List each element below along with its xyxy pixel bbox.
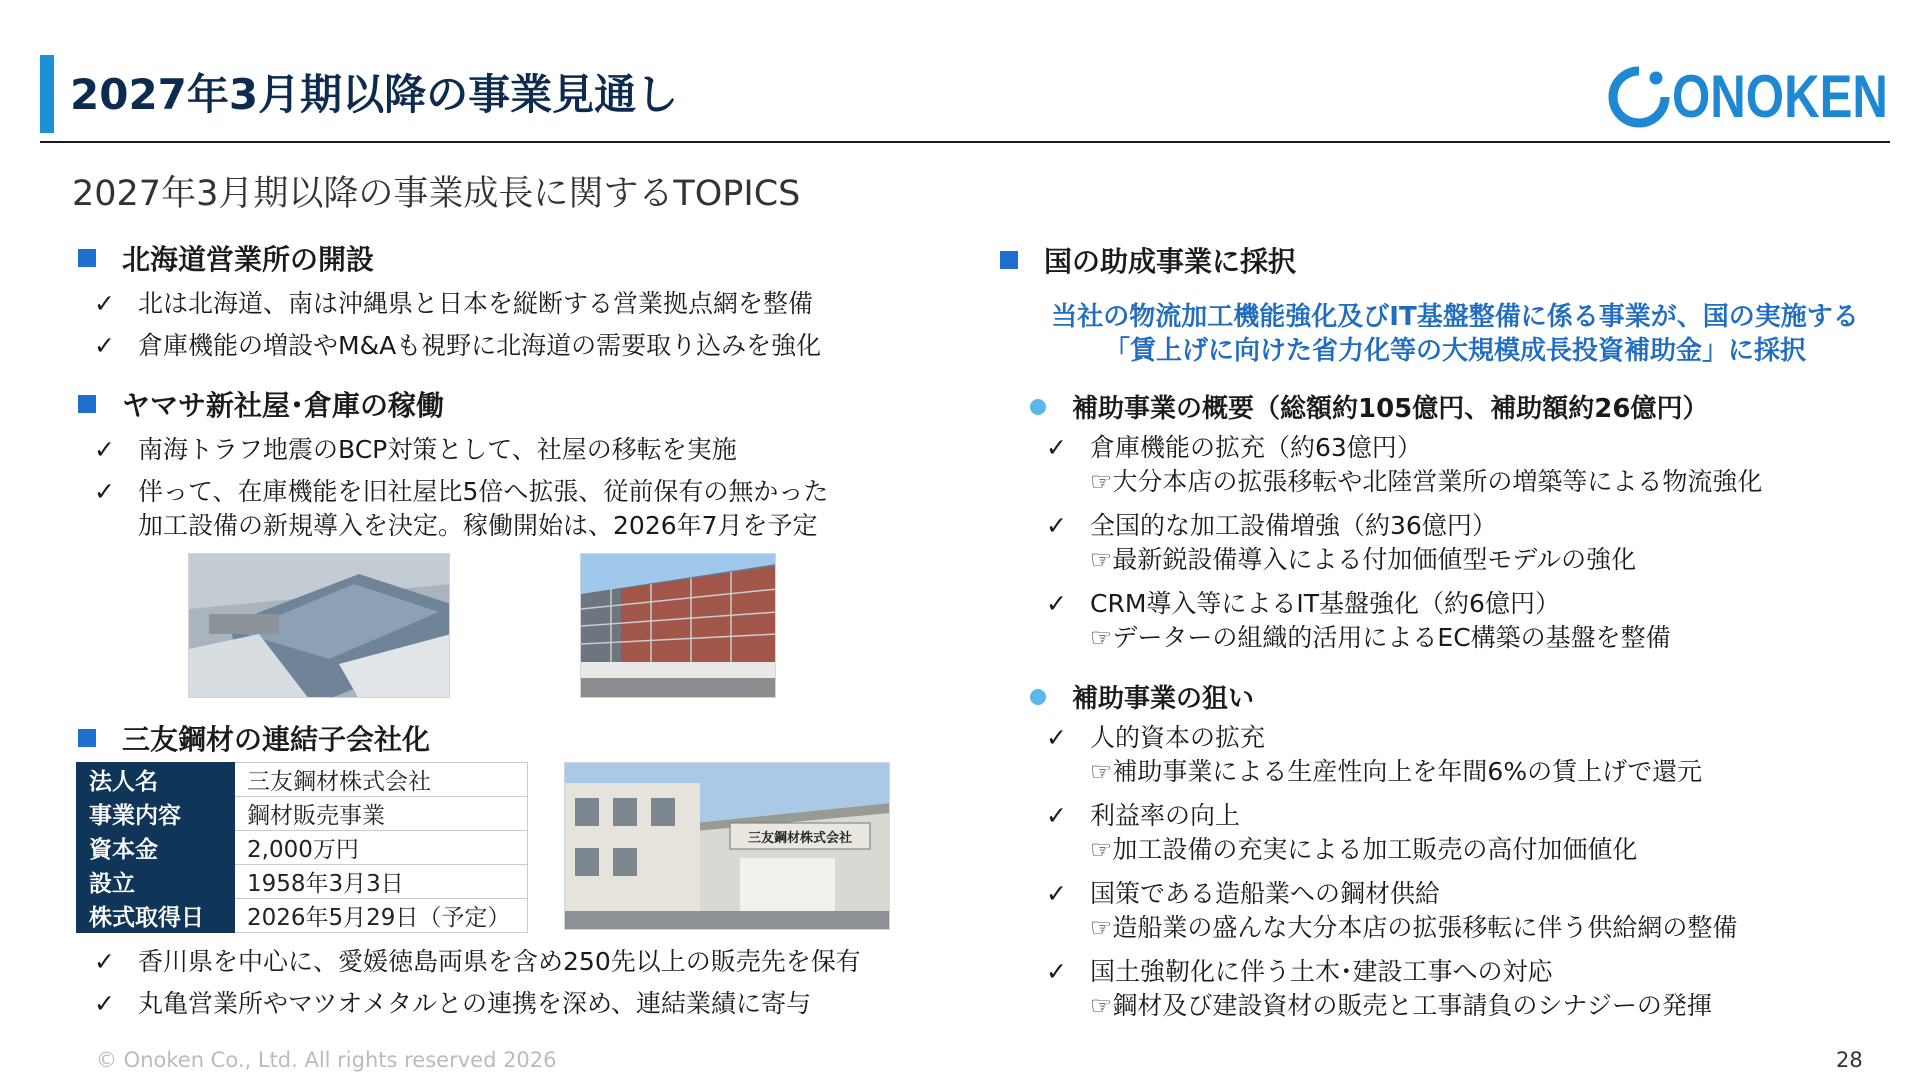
sanyu-building-photo bbox=[564, 762, 890, 930]
check-icon: ✓ bbox=[1046, 879, 1067, 908]
warehouse-aerial-photo bbox=[188, 553, 450, 698]
heading-hokkaido-text: 北海道営業所の開設 bbox=[122, 243, 375, 276]
page-number: 28 bbox=[1836, 1048, 1863, 1072]
company-info-table bbox=[76, 762, 528, 933]
check-icon: ✓ bbox=[1046, 957, 1067, 986]
heading-subsidy bbox=[1000, 240, 1296, 280]
circle-bullet-icon bbox=[1030, 689, 1046, 705]
circle-bullet-icon bbox=[1030, 399, 1046, 415]
check-icon: ✓ bbox=[1046, 433, 1067, 462]
check-icon: ✓ bbox=[94, 331, 115, 360]
heading-yamasa-text: ヤマサ新社屋･倉庫の稼働 bbox=[122, 389, 445, 422]
square-bullet-icon bbox=[1000, 251, 1018, 269]
subsidy-summary: 当社の物流加工機能強化及びIT基盤整備に係る事業が、国の実施する 「賃上げに向けた省力化等の大規模成長投資補助金」に採択 bbox=[1051, 302, 1859, 366]
table-row: 株式取得日 2026年5月29日（予定） bbox=[77, 899, 528, 933]
heading-yamasa bbox=[78, 384, 444, 424]
square-bullet-icon bbox=[78, 395, 96, 413]
check-icon: ✓ bbox=[94, 477, 115, 506]
heading-sanyu bbox=[78, 718, 430, 758]
table-row: 法人名 三友鋼材株式会社 bbox=[77, 763, 528, 797]
construction-photo bbox=[580, 553, 776, 698]
table-row: 設立 1958年3月3日 bbox=[77, 865, 528, 899]
building-sign: 三友鋼材株式会社 bbox=[747, 831, 853, 846]
company-logo bbox=[1608, 62, 1888, 132]
square-bullet-icon bbox=[78, 249, 96, 267]
heading-subsidy-text: 国の助成事業に採択 bbox=[1044, 245, 1297, 278]
logo-mark-icon bbox=[1608, 66, 1670, 128]
heading-hokkaido bbox=[78, 238, 374, 278]
heading-sanyu-text: 三友鋼材の連結子会社化 bbox=[122, 723, 431, 756]
check-icon: ✓ bbox=[94, 989, 115, 1018]
overview-heading: 補助事業の概要（総額約105億円、補助額約26億円） bbox=[1030, 388, 1708, 425]
section-subtitle: 2027年3月期以降の事業成長に関するTOPICS bbox=[72, 174, 801, 214]
check-icon: ✓ bbox=[94, 435, 115, 464]
check-icon: ✓ bbox=[1046, 511, 1067, 540]
check-icon: ✓ bbox=[1046, 801, 1067, 830]
check-icon: ✓ bbox=[1046, 589, 1067, 618]
page-title: 2027年3月期以降の事業見通し bbox=[70, 70, 679, 119]
logo-text: ONOKEN bbox=[1672, 63, 1888, 130]
copyright-footer: © Onoken Co., Ltd. All rights reserved 2026 bbox=[96, 1048, 557, 1072]
check-icon: ✓ bbox=[94, 289, 115, 318]
aims-heading: 補助事業の狙い bbox=[1030, 678, 1254, 715]
check-icon: ✓ bbox=[94, 947, 115, 976]
square-bullet-icon bbox=[78, 729, 96, 747]
check-icon: ✓ bbox=[1046, 723, 1067, 752]
title-divider bbox=[40, 141, 1890, 143]
table-row: 事業内容 鋼材販売事業 bbox=[77, 797, 528, 831]
table-row: 資本金 2,000万円 bbox=[77, 831, 528, 865]
title-accent-bar bbox=[40, 55, 54, 133]
